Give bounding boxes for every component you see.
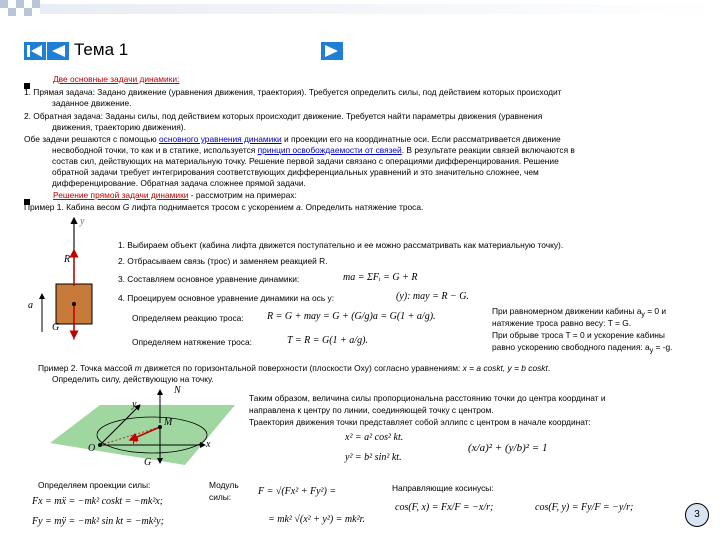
text-run: G xyxy=(122,202,130,212)
text-run: движется по горизонтальной поверхности (плоскости Oxy) согласно уравнениям: xyxy=(141,363,463,373)
example1-step3: 3. Составляем основное уравнение динамики: xyxy=(118,274,300,284)
nav-prev-button[interactable] xyxy=(47,42,69,60)
weight-G-label: G xyxy=(144,457,152,468)
axis-y-label: y xyxy=(80,216,85,227)
fx-equation: Fx = mẍ = −mk² coskt = −mk²x; xyxy=(32,496,164,507)
both-problems-line2 xyxy=(52,145,575,156)
reaction-R-label: R xyxy=(64,254,71,265)
ellipse-diagram xyxy=(40,385,240,470)
both-problems-line1 xyxy=(24,134,561,145)
text-run: . Определить натяжение троса. xyxy=(300,202,424,212)
main-dynamics-equation: ma = ΣFᵢ = G + R xyxy=(343,272,418,283)
acceleration-a-label: a xyxy=(28,300,33,311)
tension-equation: T = R = G(1 + a/g). xyxy=(287,335,368,346)
skip-back-icon xyxy=(24,42,46,60)
nav-next-button[interactable] xyxy=(321,42,343,60)
reaction-equation: R = G + may = G + (G/g)a = G(1 + a/g). xyxy=(267,311,436,322)
both-problems-line5: дифференцирование. Обратная задача сложнее прямой задачи. xyxy=(52,178,306,188)
page-number-badge xyxy=(685,503,709,527)
both-problems-line4: обратной задачи требует интегрирования соответствующих дифференциальных уравнений и это значительно сложнее, чем xyxy=(52,167,539,177)
text-run: m xyxy=(134,363,142,373)
page-number: 3 xyxy=(694,509,700,520)
decorative-checker xyxy=(0,0,40,16)
text-run: Точка массой xyxy=(77,363,135,373)
ellipse-equation: (x/a)² + (y/b)² = 1 xyxy=(468,442,548,454)
text-run: Пример 2. xyxy=(38,363,78,373)
arrow-right-icon xyxy=(321,42,343,60)
note-line2: натяжение троса равно весу: T = G. xyxy=(492,318,632,328)
problem2-text: Заданы силы, под действием которых происходит движение. Требуется найти параметры движения (уравнения xyxy=(102,111,543,121)
text-run: При равномерном движении кабины a xyxy=(492,306,642,316)
arrow-left-icon xyxy=(47,42,69,60)
y-squared-equation: y² = b² sin² kt. xyxy=(345,452,402,463)
text-run: Кабина весом xyxy=(63,202,123,212)
axis-y-label: y xyxy=(132,399,137,410)
direction-cosines-label: Направляющие косинусы: xyxy=(392,483,494,493)
tension-label: Определяем натяжение троса: xyxy=(132,337,252,347)
cos-y-equation: cos(F, y) = Fy/F = −y/r; xyxy=(535,502,634,513)
weight-G-label: G xyxy=(52,322,60,333)
problem1-text: Задано движение (уравнения движения, траектория). Требуется определить силы, под действием которых происходит xyxy=(94,87,562,97)
text-run: несвободной точки, то как и в статике, используется xyxy=(52,145,258,155)
conclusion-line2: направлена к центру по линии, соединяющей точку с центром. xyxy=(249,405,494,415)
problem2-line1 xyxy=(24,111,542,122)
constraint-release-link[interactable]: принцип освобождаемости от связей xyxy=(257,145,402,155)
modulus-label-line2: силы: xyxy=(209,492,232,502)
problem2-line2: движения, траекторию движения). xyxy=(52,122,186,132)
force-F-label: F xyxy=(132,437,139,448)
section1-heading: Две основные задачи динамики: xyxy=(53,74,180,84)
x-squared-equation: x² = a² cos² kt. xyxy=(345,432,404,443)
normal-N-label: N xyxy=(174,385,181,396)
example2-statement xyxy=(38,363,550,374)
modulus-equation-2: = mk² √(x² + y²) = mk²r. xyxy=(268,514,365,525)
point-M-label: M xyxy=(164,417,173,428)
note-line3: При обрыве троса T = 0 и ускорение кабины xyxy=(492,330,665,340)
modulus-equation-1: F = √(Fx² + Fy²) = xyxy=(258,486,337,497)
section2-heading xyxy=(53,190,297,201)
text-run: лифта поднимается тросом с ускорением xyxy=(129,202,297,212)
fy-equation: Fy = mÿ = −mk² sin kt = −mk²y; xyxy=(32,516,164,527)
page-title: Тема 1 xyxy=(74,40,129,59)
text-run: равно ускорению свободного падения: a xyxy=(492,342,650,352)
text-run: Пример 1. xyxy=(24,202,64,212)
note-line4 xyxy=(492,342,673,357)
projections-label: Определяем проекции силы: xyxy=(38,480,151,490)
both-problems-line3: состав сил, действующих на материальную точку. Решение первой задачи связано с операциями дифференцирования. Решение xyxy=(52,156,559,166)
text-run: y xyxy=(649,347,654,355)
example1-statement xyxy=(24,202,423,213)
text-run: - рассмотрим на примерах: xyxy=(188,190,297,200)
nav-first-button[interactable] xyxy=(24,42,46,60)
example1-step4: 4. Проецируем основное уравнение динамики на ось y: xyxy=(118,293,335,303)
main-equation-link[interactable]: основного уравнения динамики xyxy=(159,134,282,144)
text-run: и проекции его на координатные оси. Если рассматривается движение xyxy=(281,134,561,144)
text-run: = -g. xyxy=(653,342,673,352)
example1-step1: 1. Выбираем объект (кабина лифта движется поступательно и ее можно рассматривать как материальную точку). xyxy=(118,240,564,250)
problem1-line2: заданное движение. xyxy=(52,98,132,108)
problem2-number: 2. Обратная задача: xyxy=(24,111,103,121)
text-run: x = a coskt, y = b coskt xyxy=(462,363,548,373)
reaction-label: Определяем реакцию троса: xyxy=(132,313,244,323)
example1-step2: 2. Отбрасываем связь (трос) и заменяем реакцией R. xyxy=(118,256,328,266)
text-run: Обе задачи решаются с помощью xyxy=(24,134,159,144)
origin-O-label: O xyxy=(88,443,96,454)
cos-x-equation: cos(F, x) = Fx/F = −x/r; xyxy=(395,502,494,513)
text-run: a xyxy=(296,202,301,212)
projection-equation: (y): may = R − G. xyxy=(396,291,469,302)
direct-problem-heading: Решение прямой задачи динамики xyxy=(53,190,189,200)
elevator-diagram xyxy=(24,214,119,342)
decorative-gradient-bar xyxy=(40,4,720,14)
problem1-number: 1. Прямая задача: xyxy=(24,87,95,97)
problem1-line1 xyxy=(24,87,562,98)
conclusion-line3: Траектория движения точки представляет собой эллипс с центром в начале координат: xyxy=(249,417,591,427)
text-run: . xyxy=(547,363,551,373)
text-run: = 0 и xyxy=(644,306,667,316)
text-run: y xyxy=(641,311,645,319)
axis-x-label: x xyxy=(206,439,211,450)
conclusion-line1: Таким образом, величина силы пропорциональна расстоянию точки до центра координат и xyxy=(249,393,606,403)
modulus-label: Модуль xyxy=(209,480,239,490)
text-run: . В результате реакции связей включаются в xyxy=(401,145,575,155)
example2-line2: Определить силу, действующую на точку. xyxy=(52,374,214,384)
